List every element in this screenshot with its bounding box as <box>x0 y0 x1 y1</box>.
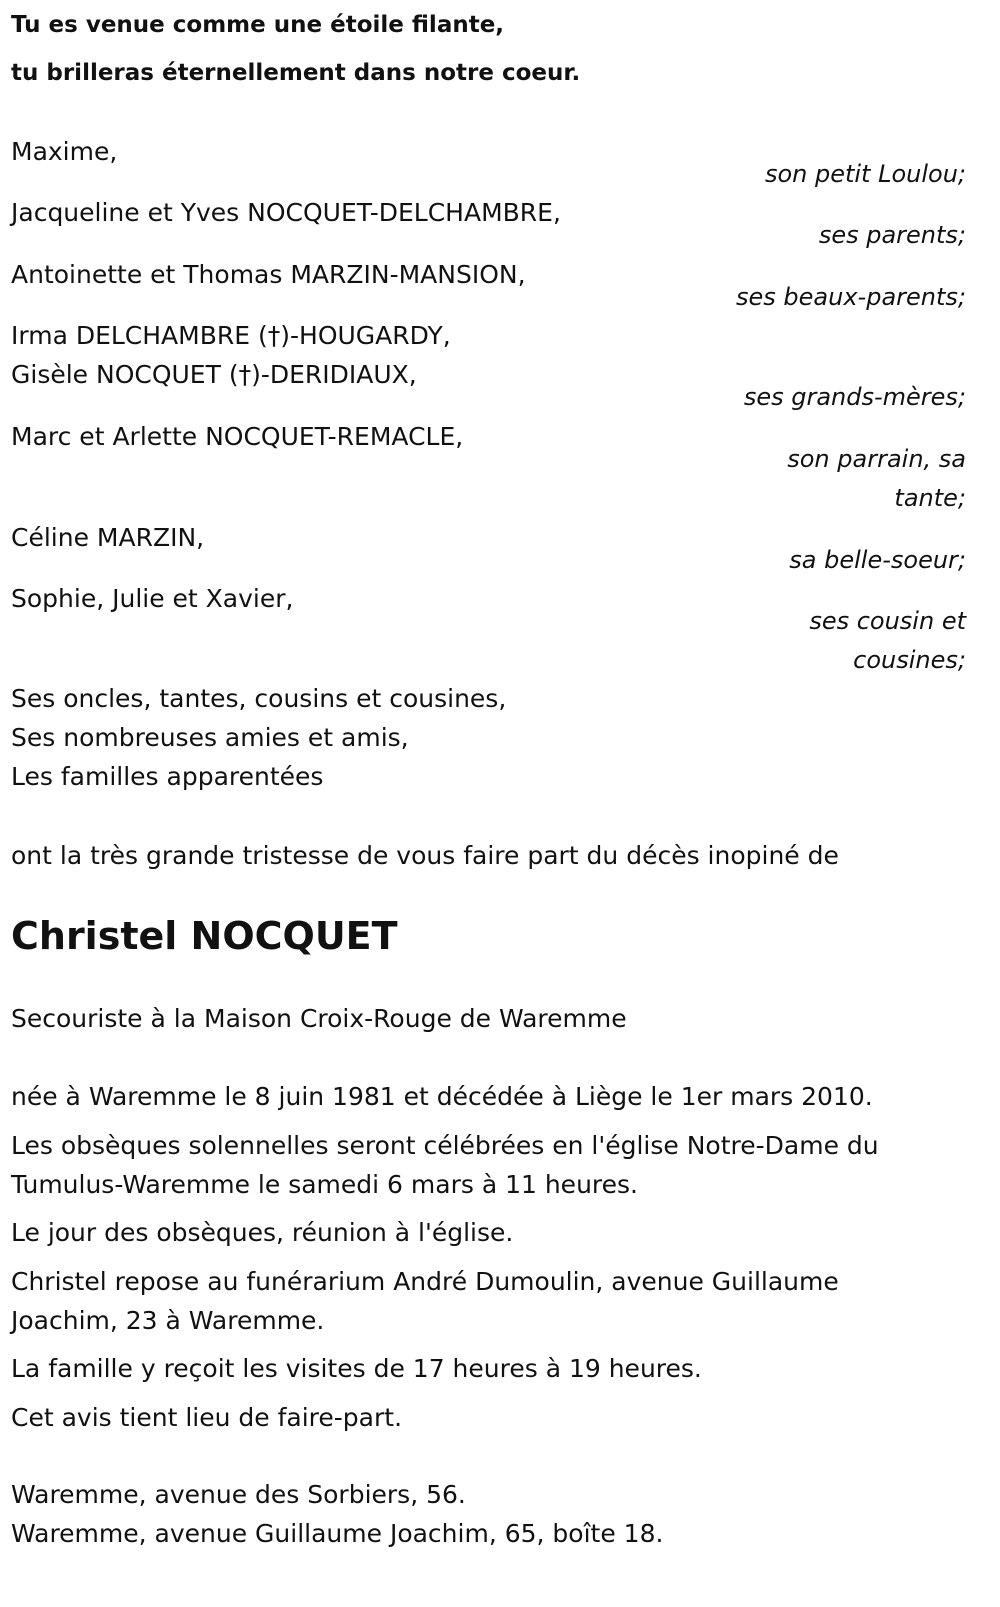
relation-grandmothers: ses grands-mères; <box>743 383 966 411</box>
family-in-laws: Antoinette et Thomas MARZIN-MANSION, <box>11 260 526 289</box>
rest-text-line-2: Joachim, 23 à Waremme. <box>11 1306 325 1335</box>
family-sister-in-law: Céline MARZIN, <box>11 523 205 552</box>
birth-death-text: née à Waremme le 8 juin 1981 et décédée à Liège le 1er mars 2010. <box>11 1082 873 1111</box>
occupation-text: Secouriste à la Maison Croix-Rouge de Waremme <box>11 1004 627 1033</box>
funeral-text-line-1: Les obsèques solennelles seront célébrées en l'église Notre-Dame du <box>11 1131 879 1160</box>
family-grandmother-2: Gisèle NOCQUET (†)-DERIDIAUX, <box>11 360 417 389</box>
funeral-text-line-2: Tumulus-Waremme le samedi 6 mars à 11 heures. <box>11 1170 638 1199</box>
family-godparents: Marc et Arlette NOCQUET-REMACLE, <box>11 422 464 451</box>
deceased-name: Christel NOCQUET <box>11 914 398 958</box>
relation-godparents-1: son parrain, sa <box>787 445 966 473</box>
relation-sister-in-law: sa belle-soeur; <box>789 546 966 574</box>
epigraph-line-1: Tu es venue comme une étoile filante, <box>11 12 505 38</box>
address-line-1: Waremme, avenue des Sorbiers, 56. <box>11 1480 466 1509</box>
relation-maxime: son petit Loulou; <box>764 160 966 188</box>
family-maxime: Maxime, <box>11 137 118 166</box>
announcement-text: ont la très grande tristesse de vous faire part du décès inopiné de <box>11 841 839 870</box>
epigraph-line-2: tu brilleras éternellement dans notre coeur. <box>11 60 581 86</box>
family-grandmother-1: Irma DELCHAMBRE (†)-HOUGARDY, <box>11 321 451 350</box>
notice-text: Cet avis tient lieu de faire-part. <box>11 1403 403 1432</box>
meeting-text: Le jour des obsèques, réunion à l'église. <box>11 1218 514 1247</box>
relation-godparents-2: tante; <box>894 484 966 512</box>
relation-cousins-2: cousines; <box>853 646 966 674</box>
family-related: Les familles apparentées <box>11 762 324 791</box>
visits-text: La famille y reçoit les visites de 17 heures à 19 heures. <box>11 1354 702 1383</box>
relation-in-laws: ses beaux-parents; <box>736 283 966 311</box>
family-uncles: Ses oncles, tantes, cousins et cousines, <box>11 684 507 713</box>
family-friends: Ses nombreuses amies et amis, <box>11 723 409 752</box>
family-cousins: Sophie, Julie et Xavier, <box>11 584 294 613</box>
address-line-2: Waremme, avenue Guillaume Joachim, 65, boîte 18. <box>11 1519 664 1548</box>
family-parents: Jacqueline et Yves NOCQUET-DELCHAMBRE, <box>11 198 561 227</box>
rest-text-line-1: Christel repose au funérarium André Dumoulin, avenue Guillaume <box>11 1267 839 1296</box>
relation-cousins-1: ses cousin et <box>809 607 966 635</box>
relation-parents: ses parents; <box>818 221 966 249</box>
